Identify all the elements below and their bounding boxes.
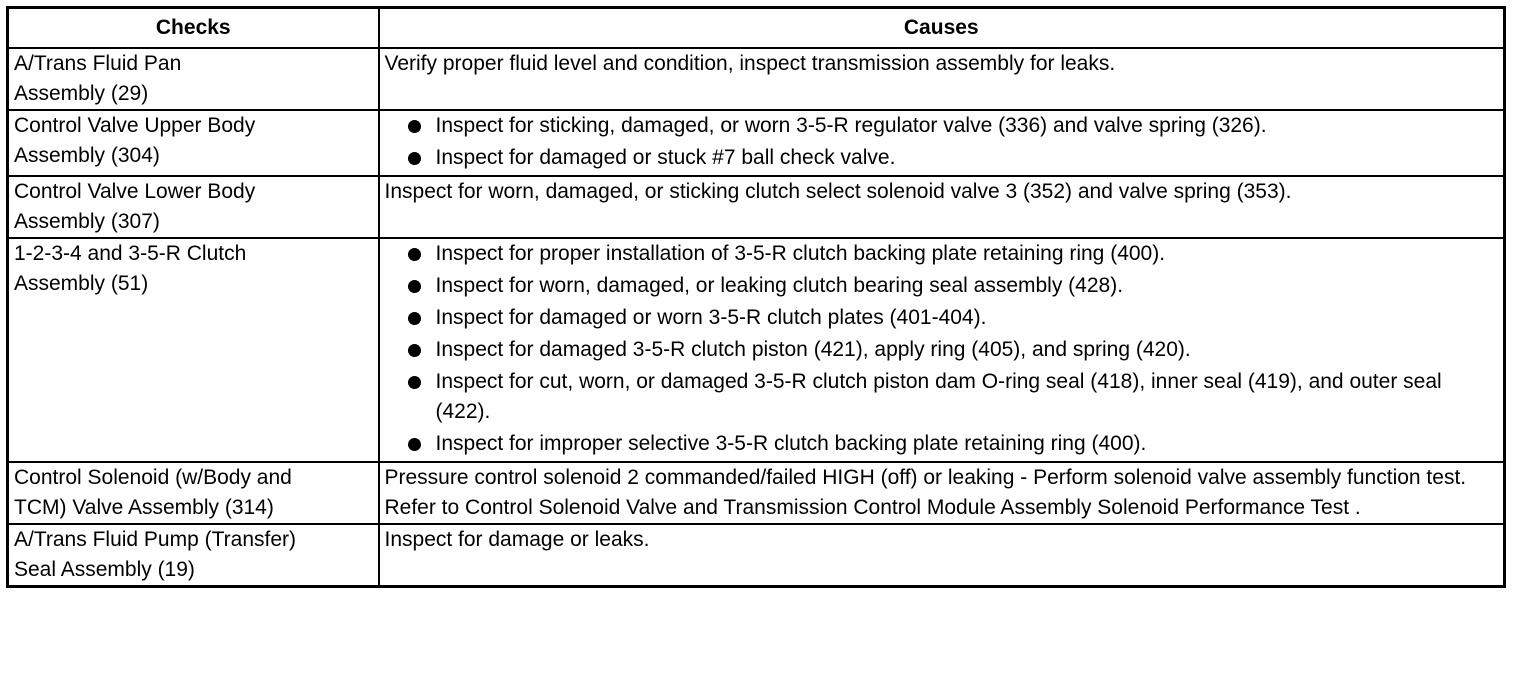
cause-cell: Inspect for worn, damaged, or sticking clutch select solenoid valve 3 (352) and valve spring (353). <box>379 176 1505 238</box>
cause-cell: Verify proper fluid level and condition, inspect transmission assembly for leaks. <box>379 48 1505 110</box>
check-cell: A/Trans Fluid Pump (Transfer) Seal Assembly (19) <box>8 524 379 587</box>
cause-list <box>385 239 1500 459</box>
bullet-item: Inspect for cut, worn, or damaged 3-5-R clutch piston dam O-ring seal (418), inner seal (419), and outer seal (422). <box>385 367 1500 427</box>
table-row <box>8 238 1505 462</box>
table-row <box>8 176 1505 238</box>
cause-cell: Pressure control solenoid 2 commanded/failed HIGH (off) or leaking - Perform solenoid valve assembly function test. Refer to Control Solenoid Valve and Transmission Control Module Assembly Solenoid Performance Test . <box>379 462 1505 524</box>
check-cell: A/Trans Fluid Pan Assembly (29) <box>8 48 379 110</box>
diagnostic-table <box>6 6 1506 588</box>
bullet-item: Inspect for proper installation of 3-5-R clutch backing plate retaining ring (400). <box>385 239 1500 269</box>
cause-cell <box>379 110 1505 176</box>
header-row <box>8 8 1505 49</box>
cause-cell <box>379 238 1505 462</box>
cause-list <box>385 111 1500 173</box>
table-row <box>8 524 1505 587</box>
checks-header: Checks <box>8 8 379 49</box>
bullet-item: Inspect for damaged or stuck #7 ball check valve. <box>385 143 1500 173</box>
check-cell: Control Valve Upper Body Assembly (304) <box>8 110 379 176</box>
bullet-item: Inspect for improper selective 3-5-R clutch backing plate retaining ring (400). <box>385 429 1500 459</box>
check-cell: 1-2-3-4 and 3-5-R Clutch Assembly (51) <box>8 238 379 462</box>
table-row <box>8 110 1505 176</box>
causes-header: Causes <box>379 8 1505 49</box>
bullet-item: Inspect for damaged or worn 3-5-R clutch plates (401-404). <box>385 303 1500 333</box>
table-row <box>8 462 1505 524</box>
cause-cell: Inspect for damage or leaks. <box>379 524 1505 587</box>
check-cell: Control Valve Lower Body Assembly (307) <box>8 176 379 238</box>
table-row <box>8 48 1505 110</box>
bullet-item: Inspect for worn, damaged, or leaking clutch bearing seal assembly (428). <box>385 271 1500 301</box>
bullet-item: Inspect for damaged 3-5-R clutch piston (421), apply ring (405), and spring (420). <box>385 335 1500 365</box>
bullet-item: Inspect for sticking, damaged, or worn 3-5-R regulator valve (336) and valve spring (326). <box>385 111 1500 141</box>
check-cell: Control Solenoid (w/Body and TCM) Valve Assembly (314) <box>8 462 379 524</box>
